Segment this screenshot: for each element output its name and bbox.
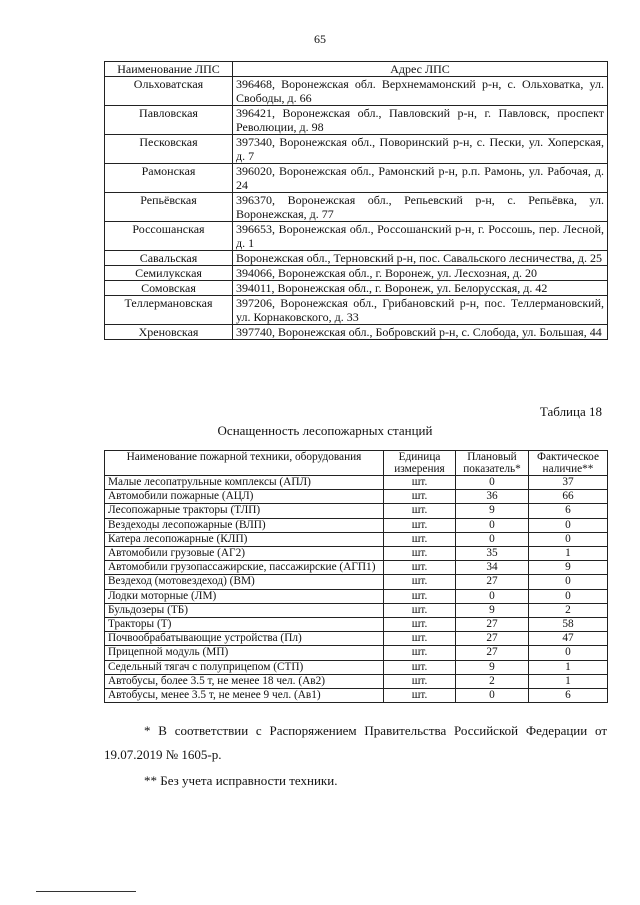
actual-value-cell: 1 <box>529 660 608 674</box>
station-name-cell: Савальская <box>105 251 233 266</box>
plan-value-cell: 0 <box>456 518 529 532</box>
table-row <box>105 251 608 266</box>
footnote-actual: ** Без учета исправности техники. <box>144 773 338 788</box>
table-row <box>105 632 608 646</box>
actual-value-cell: 1 <box>529 674 608 688</box>
actual-value-cell: 47 <box>529 632 608 646</box>
table-row <box>105 674 608 688</box>
equipment-name-cell: Прицепной модуль (МП) <box>105 646 384 660</box>
actual-value-cell: 6 <box>529 689 608 703</box>
footnote-separator <box>36 891 136 892</box>
unit-cell: шт. <box>384 476 456 490</box>
equipment-name-cell: Бульдозеры (ТБ) <box>105 603 384 617</box>
unit-cell: шт. <box>384 646 456 660</box>
equipment-name-cell: Вездеход (мотовездеход) (ВМ) <box>105 575 384 589</box>
actual-value-cell: 58 <box>529 618 608 632</box>
plan-value-cell: 27 <box>456 646 529 660</box>
unit-cell: шт. <box>384 490 456 504</box>
equipment-name-cell: Тракторы (Т) <box>105 618 384 632</box>
table-row <box>105 77 608 106</box>
table-row <box>105 689 608 703</box>
station-name-cell: Сомовская <box>105 281 233 296</box>
unit-cell: шт. <box>384 589 456 603</box>
equipment-name-cell: Автомобили пожарные (АЦЛ) <box>105 490 384 504</box>
actual-value-cell: 6 <box>529 504 608 518</box>
actual-value-cell: 0 <box>529 532 608 546</box>
station-name-cell: Теллермановская <box>105 296 233 325</box>
table-row <box>105 547 608 561</box>
equipment-name-cell: Автомобили грузопассажирские, пассажирские (АГП1) <box>105 561 384 575</box>
plan-value-cell: 35 <box>456 547 529 561</box>
unit-cell: шт. <box>384 689 456 703</box>
table-row <box>105 618 608 632</box>
equipment-name-cell: Седельный тягач с полуприцепом (СТП) <box>105 660 384 674</box>
unit-cell: шт. <box>384 518 456 532</box>
equipment-name-cell: Автобусы, менее 3.5 т, не менее 9 чел. (Ав1) <box>105 689 384 703</box>
station-address-cell: 396653, Воронежская обл., Россошанский р-н, г. Россошь, пер. Лесной, д. 1 <box>233 222 608 251</box>
station-name-cell: Россошанская <box>105 222 233 251</box>
unit-cell: шт. <box>384 660 456 674</box>
station-name-cell: Ольховатская <box>105 77 233 106</box>
table-row <box>105 646 608 660</box>
equipment-name-cell: Малые лесопатрульные комплексы (АПЛ) <box>105 476 384 490</box>
table-row <box>105 164 608 193</box>
column-header: Плановый показатель* <box>456 451 529 476</box>
table-row <box>105 135 608 164</box>
station-name-cell: Хреновская <box>105 325 233 340</box>
unit-cell: шт. <box>384 561 456 575</box>
plan-value-cell: 0 <box>456 476 529 490</box>
station-address-cell: 394066, Воронежская обл., г. Воронеж, ул. Лесхозная, д. 20 <box>233 266 608 281</box>
column-header: Фактическое наличие** <box>529 451 608 476</box>
stations-table <box>104 61 608 340</box>
actual-value-cell: 0 <box>529 646 608 660</box>
column-header: Единица измерения <box>384 451 456 476</box>
table-row <box>105 532 608 546</box>
footnote-plan: * В соответствии с Распоряжением Правительства Российской Федерации от 19.07.2019 № 1605-р. <box>104 723 607 762</box>
table-row <box>105 266 608 281</box>
plan-value-cell: 0 <box>456 689 529 703</box>
table-row <box>105 106 608 135</box>
station-address-cell: 396370, Воронежская обл., Репьевский р-н, с. Репьёвка, ул. Воронежская, д. 77 <box>233 193 608 222</box>
plan-value-cell: 34 <box>456 561 529 575</box>
unit-cell: шт. <box>384 618 456 632</box>
table-row <box>105 575 608 589</box>
unit-cell: шт. <box>384 547 456 561</box>
table-row <box>105 193 608 222</box>
station-address-cell: Воронежская обл., Терновский р-н, пос. Савальского лесничества, д. 25 <box>233 251 608 266</box>
plan-value-cell: 9 <box>456 504 529 518</box>
table-row <box>105 281 608 296</box>
unit-cell: шт. <box>384 603 456 617</box>
station-address-cell: 397340, Воронежская обл., Поворинский р-н, с. Пески, ул. Хоперская, д. 7 <box>233 135 608 164</box>
table-row <box>105 490 608 504</box>
station-address-cell: 396468, Воронежская обл. Верхнемамонский р-н, с. Ольховатка, ул. Свободы, д. 66 <box>233 77 608 106</box>
station-name-cell: Песковская <box>105 135 233 164</box>
table-row <box>105 222 608 251</box>
station-address-cell: 396020, Воронежская обл., Рамонский р-н, р.п. Рамонь, ул. Рабочая, д. 24 <box>233 164 608 193</box>
table-row <box>105 561 608 575</box>
station-name-cell: Рамонская <box>105 164 233 193</box>
equipment-name-cell: Катера лесопожарные (КЛП) <box>105 532 384 546</box>
plan-value-cell: 9 <box>456 660 529 674</box>
table-row <box>105 296 608 325</box>
equipment-name-cell: Лесопожарные тракторы (ТЛП) <box>105 504 384 518</box>
column-header: Наименование ЛПС <box>105 62 233 77</box>
table-row <box>105 325 608 340</box>
equipment-name-cell: Автобусы, более 3.5 т, не менее 18 чел. (Ав2) <box>105 674 384 688</box>
station-address-cell: 394011, Воронежская обл., г. Воронеж, ул. Белорусская, д. 42 <box>233 281 608 296</box>
plan-value-cell: 0 <box>456 589 529 603</box>
plan-value-cell: 2 <box>456 674 529 688</box>
column-header: Наименование пожарной техники, оборудования <box>105 451 384 476</box>
unit-cell: шт. <box>384 504 456 518</box>
table-row <box>105 518 608 532</box>
column-header: Адрес ЛПС <box>233 62 608 77</box>
table-row <box>105 603 608 617</box>
equipment-name-cell: Почвообрабатывающие устройства (Пл) <box>105 632 384 646</box>
station-address-cell: 396421, Воронежская обл., Павловский р-н, г. Павловск, проспект Революции, д. 98 <box>233 106 608 135</box>
plan-value-cell: 27 <box>456 632 529 646</box>
table-title: Оснащенность лесопожарных станций <box>217 423 433 438</box>
table-row <box>105 476 608 490</box>
actual-value-cell: 66 <box>529 490 608 504</box>
station-name-cell: Семилукская <box>105 266 233 281</box>
equipment-name-cell: Вездеходы лесопожарные (ВЛП) <box>105 518 384 532</box>
plan-value-cell: 27 <box>456 575 529 589</box>
actual-value-cell: 0 <box>529 518 608 532</box>
plan-value-cell: 36 <box>456 490 529 504</box>
table-header-row <box>105 62 608 77</box>
actual-value-cell: 0 <box>529 575 608 589</box>
equipment-name-cell: Лодки моторные (ЛМ) <box>105 589 384 603</box>
table-row <box>105 504 608 518</box>
equipment-name-cell: Автомобили грузовые (АГ2) <box>105 547 384 561</box>
table-header-row <box>105 451 608 476</box>
plan-value-cell: 9 <box>456 603 529 617</box>
actual-value-cell: 2 <box>529 603 608 617</box>
plan-value-cell: 0 <box>456 532 529 546</box>
actual-value-cell: 37 <box>529 476 608 490</box>
station-address-cell: 397740, Воронежская обл., Бобровский р-н, с. Слобода, ул. Большая, 44 <box>233 325 608 340</box>
actual-value-cell: 0 <box>529 589 608 603</box>
actual-value-cell: 1 <box>529 547 608 561</box>
table-row <box>105 660 608 674</box>
table-row <box>105 589 608 603</box>
plan-value-cell: 27 <box>456 618 529 632</box>
unit-cell: шт. <box>384 575 456 589</box>
station-name-cell: Павловская <box>105 106 233 135</box>
equipment-table <box>104 450 608 703</box>
unit-cell: шт. <box>384 674 456 688</box>
unit-cell: шт. <box>384 532 456 546</box>
station-address-cell: 397206, Воронежская обл., Грибановский р-н, пос. Теллермановский, ул. Корнаковского, д. 33 <box>233 296 608 325</box>
page-number: 65 <box>314 32 326 46</box>
actual-value-cell: 9 <box>529 561 608 575</box>
station-name-cell: Репьёвская <box>105 193 233 222</box>
table-number: Таблица 18 <box>539 404 602 419</box>
unit-cell: шт. <box>384 632 456 646</box>
